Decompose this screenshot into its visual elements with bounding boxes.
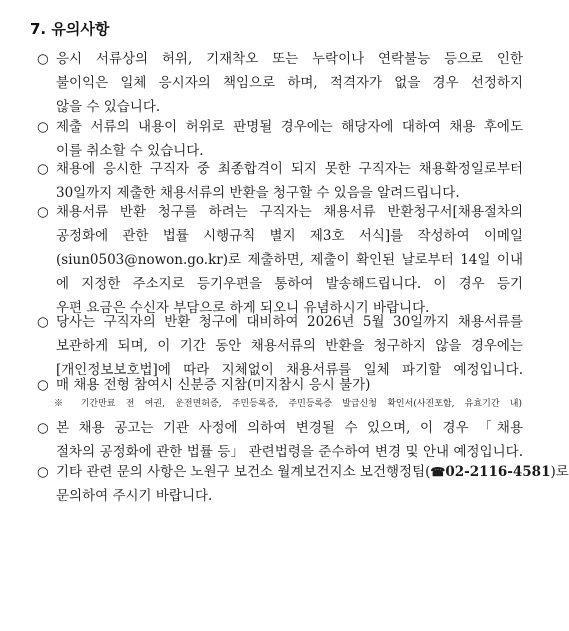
notice-line: 제출 서류의 내용이 허위로 판명될 경우에는 해당자에 대하여 채용 후에도 [56, 119, 523, 135]
bullet-icon: ○ [37, 161, 49, 177]
notice-line: 이를 취소할 수 있습니다. [56, 143, 204, 159]
notice-line: 응시 서류상의 허위, 기재착오 또는 누락이나 연락불능 등으로 인한 [56, 51, 523, 67]
bullet-icon: ○ [37, 119, 49, 135]
notice-line: [개인정보보호법]에 따라 지체없이 채용서류를 일체 파기할 예정입니다. [56, 362, 523, 378]
notice-line: 매 채용 전형 참여시 신분증 지참(미지참시 응시 불가) [56, 377, 371, 393]
bullet-icon: ○ [37, 51, 49, 67]
notice-line: 절차의 공정화에 관한 법률 등」 관련법령을 준수하여 변경 및 안내 예정입니다. [56, 444, 523, 460]
notice-line: 채용서류 반환 청구를 하려는 구직자는 채용서류 반환청구서[채용절차의 [56, 204, 523, 220]
notice-line [56, 460, 569, 484]
contact-text: 기타 관련 문의 사항은 노원구 보건소 월계보건지소 보건행정팀( [56, 464, 431, 480]
notice-line: 30일까지 제출한 채용서류의 반환을 청구할 수 있음을 알려드립니다. [56, 185, 460, 201]
notice-line: 보관하게 되며, 이 기간 동안 채용서류의 반환을 청구하지 않을 경우에는 [56, 338, 523, 354]
id-document-note: ※ 기간만료 전 여권, 운전면허증, 주민등록증, 주민등록증 발급신청 확인서(사진포함, 유효기간 내) [54, 399, 522, 409]
notice-line: (siun0503@nowon.go.kr)로 제출하면, 제출이 확인된 날로부터 14일 이내 [56, 252, 523, 268]
bullet-icon: ○ [37, 204, 49, 220]
notice-line: 않을 수 있습니다. [56, 99, 161, 115]
notice-line: 채용에 응시한 구직자 중 최종합격이 되지 못한 구직자는 채용확정일로부터 [56, 161, 523, 177]
phone-number: 02-2116-4581 [445, 464, 551, 480]
phone-icon: ☎ [430, 465, 446, 479]
bullet-icon: ○ [37, 377, 49, 393]
notice-line: 불이익은 일체 응시자의 책임으로 하며, 적격자가 없을 경우 선정하지 [56, 75, 523, 91]
notice-line: 공정화에 관한 법률 시행규칙 별지 제3호 서식]를 작성하여 이메일 [56, 228, 523, 244]
notice-line: 문의하여 주시기 바랍니다. [56, 488, 213, 504]
bullet-icon: ○ [37, 314, 49, 330]
notice-line: 에 지정한 주소지로 등기우편을 통하여 발송해드립니다. 이 경우 등기 [56, 276, 523, 292]
notice-line: 본 채용 공고는 기관 사정에 의하여 변경될 수 있으며, 이 경우 「채용 [56, 420, 523, 436]
bullet-icon: ○ [37, 464, 49, 480]
contact-suffix: )로 [550, 464, 569, 480]
notice-line: 당사는 구직자의 반환 청구에 대비하여 2026년 5월 30일까지 채용서류를 [56, 314, 523, 330]
notice-line: 우편 요금은 수신자 부담으로 하게 되오니 유념하시기 바랍니다. [56, 300, 430, 316]
section-title: 7. 유의사항 [30, 20, 110, 38]
bullet-icon: ○ [37, 420, 49, 436]
